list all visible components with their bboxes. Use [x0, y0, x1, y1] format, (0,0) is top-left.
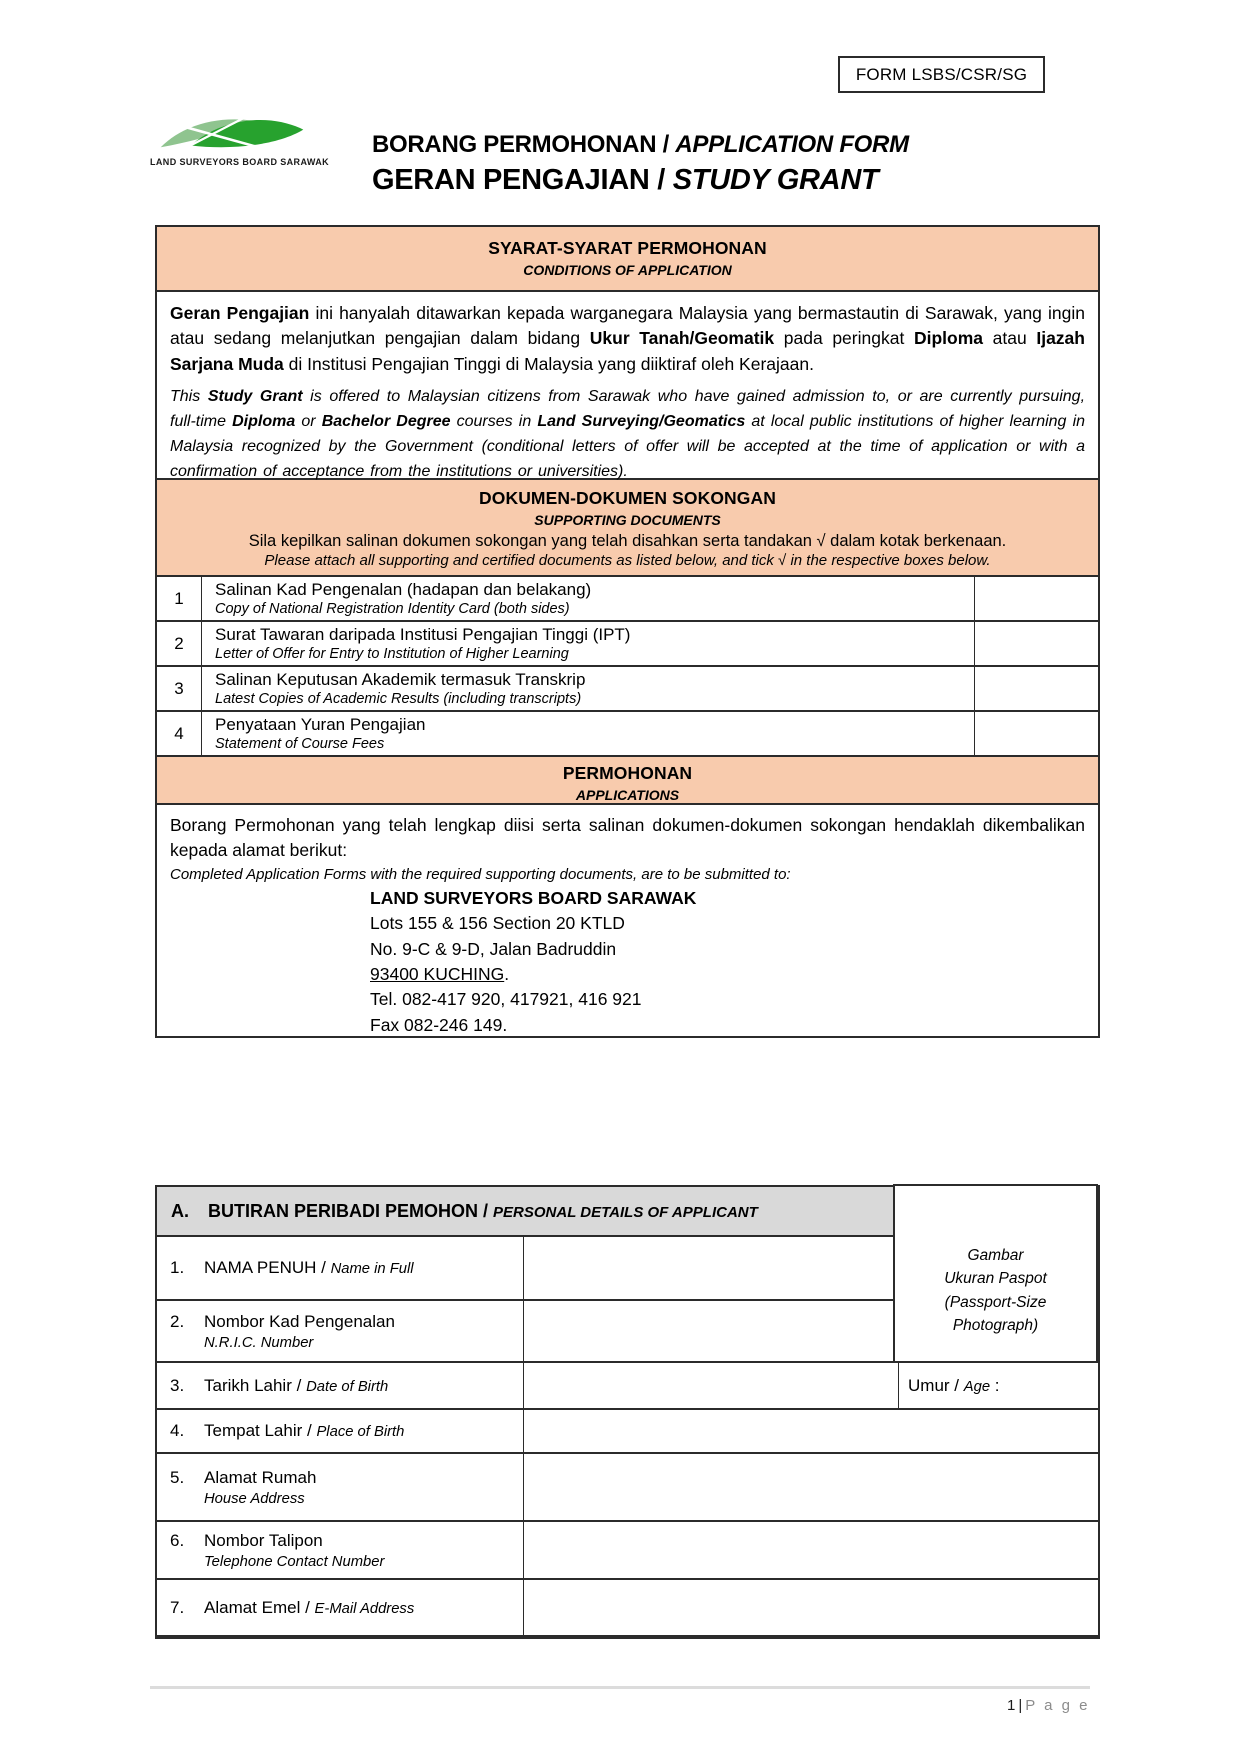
form-title-line1: BORANG PERMOHONAN / APPLICATION FORM	[372, 131, 909, 158]
email-input-cell[interactable]	[524, 1580, 1098, 1635]
field-label-place-of-birth: Tempat Lahir / Place of Birth	[204, 1421, 405, 1440]
tick-box-4[interactable]	[975, 712, 1098, 755]
document-title-ms: Salinan Keputusan Akademik termasuk Transkrip	[215, 670, 586, 689]
section-a-table	[155, 1185, 1100, 1639]
page-number: 1 | P a g e	[1006, 1697, 1090, 1714]
footer-divider	[150, 1686, 1090, 1689]
field-number: 1.	[170, 1258, 185, 1277]
conditions-body	[157, 292, 1098, 480]
form-code-box	[838, 56, 1045, 93]
tick-box-2[interactable]	[975, 622, 1098, 665]
documents-header	[157, 480, 1098, 577]
section-letter: A.	[171, 1200, 189, 1221]
age-label-cell	[899, 1363, 1098, 1408]
address-line2: No. 9-C & 9-D, Jalan Badruddin	[370, 938, 617, 959]
form-title	[372, 131, 909, 197]
field-row-email	[157, 1580, 1098, 1637]
tick-box-3[interactable]	[975, 667, 1098, 710]
conditions-header-ms: SYARAT-SYARAT PERMOHONAN	[488, 238, 767, 258]
field-label-email: Alamat Emel / E-Mail Address	[204, 1597, 415, 1617]
conditions-table	[155, 225, 1100, 1038]
field-label-full-name: NAMA PENUH / Name in Full	[204, 1258, 414, 1277]
age-label: Umur / Age :	[908, 1375, 1000, 1395]
field-sublabel-nric: N.R.I.C. Number	[204, 1334, 314, 1351]
document-title-en: Copy of National Registration Identity Card (both sides)	[215, 601, 570, 617]
conditions-header	[157, 227, 1098, 292]
address-fax: Fax 082-246 149.	[370, 1014, 508, 1035]
documents-header-en: SUPPORTING DOCUMENTS	[534, 512, 721, 528]
applications-paragraph-ms: Borang Permohonan yang telah lengkap diisi serta salinan dokumen-dokumen sokongan hendaklah dikembalikan kepada alamat berikut:	[170, 815, 1085, 861]
date-of-birth-input-cell[interactable]	[524, 1363, 899, 1408]
conditions-header-en: CONDITIONS OF APPLICATION	[523, 262, 732, 278]
field-row-date-of-birth	[157, 1363, 1098, 1410]
form-title-line2: GERAN PENGAJIAN / STUDY GRANT	[372, 164, 879, 196]
field-number: 7.	[170, 1597, 185, 1617]
field-label-house-address: Alamat Rumah	[204, 1467, 317, 1487]
field-label-telephone: Nombor Talipon	[204, 1530, 323, 1550]
document-row-3	[157, 667, 1098, 712]
address-line1: Lots 155 & 156 Section 20 KTLD	[370, 913, 625, 934]
field-number: 6.	[170, 1530, 185, 1550]
document-row-1	[157, 577, 1098, 622]
conditions-paragraph-en: This Study Grant is offered to Malaysian citizens from Sarawak who have gained admission to, or are currently pursuing, full-time Diploma or Bachelor Degree courses in Land Surveying/Geomatics at local public institutions of higher learning in Malaysia recognized by the Government (conditional letters of offer will be accepted at the time of application or with a confirmation of acceptance from the institutions or universities).	[170, 388, 1086, 481]
photo-box-line: Ukuran Paspot	[944, 1270, 1047, 1288]
address-tel: Tel. 082-417 920, 417921, 416 921	[370, 989, 642, 1010]
documents-instruction-en: Please attach all supporting and certified documents as listed below, and tick √ in the respective boxes below.	[264, 552, 991, 569]
section-title: BUTIRAN PERIBADI PEMOHON / PERSONAL DETAILS OF APPLICANT	[208, 1200, 758, 1221]
photo-box-line: Gambar	[967, 1247, 1024, 1264]
document-title-ms: Surat Tawaran daripada Institusi Pengajian Tinggi (IPT)	[215, 625, 631, 644]
document-number: 3	[157, 667, 202, 710]
telephone-input-cell[interactable]	[524, 1522, 1098, 1578]
submission-address	[370, 886, 1085, 1038]
document-row-4	[157, 712, 1098, 757]
applications-body	[157, 805, 1098, 1036]
document-number: 4	[157, 712, 202, 755]
applications-header-ms: PERMOHONAN	[562, 763, 693, 783]
lsbs-logo-icon	[156, 112, 308, 156]
address-city: 93400 KUCHING.	[370, 963, 510, 984]
document-row-2	[157, 622, 1098, 667]
document-title-en: Statement of Course Fees	[215, 736, 385, 752]
photo-box-line: Photograph)	[952, 1316, 1039, 1334]
lsbs-logo	[150, 112, 330, 167]
address-org-name: LAND SURVEYORS BOARD SARAWAK	[370, 887, 697, 908]
document-number: 2	[157, 622, 202, 665]
field-row-telephone	[157, 1522, 1098, 1580]
conditions-paragraph-ms: Geran Pengajian ini hanyalah ditawarkan kepada warganegara Malaysia yang bermastautin di Sarawak, yang ingin atau sedang melanjutkan pengajian dalam bidang Ukur Tanah/Geomatik pada peringkat Diploma atau Ijazah Sarjana Muda di Institusi Pengajian Tinggi di Malaysia yang diiktiraf oleh Kerajaan.	[170, 303, 1085, 374]
document-title-en: Letter of Offer for Entry to Institution of Higher Learning	[215, 646, 569, 662]
field-label-nric: Nombor Kad Pengenalan	[204, 1311, 395, 1331]
form-code-text: FORM LSBS/CSR/SG	[855, 64, 1028, 84]
document-title-en: Latest Copies of Academic Results (including transcripts)	[215, 691, 582, 707]
field-label-date-of-birth: Tarikh Lahir / Date of Birth	[204, 1375, 389, 1395]
document-title-ms: Salinan Kad Pengenalan (hadapan dan belakang)	[215, 580, 592, 599]
document-number: 1	[157, 577, 202, 620]
photo-box-line: (Passport-Size	[944, 1293, 1047, 1311]
place-of-birth-input-cell[interactable]	[524, 1410, 1098, 1452]
field-row-house-address	[157, 1454, 1098, 1522]
documents-header-ms: DOKUMEN-DOKUMEN SOKONGAN	[479, 488, 776, 508]
field-number: 3.	[170, 1375, 185, 1395]
house-address-input-cell[interactable]	[524, 1454, 1098, 1520]
field-sublabel-telephone: Telephone Contact Number	[204, 1553, 385, 1570]
applications-paragraph-en: Completed Application Forms with the required supporting documents, are to be submitted to:	[170, 865, 791, 883]
field-number: 2.	[170, 1311, 185, 1331]
logo-caption: LAND SURVEYORS BOARD SARAWAK	[150, 157, 330, 167]
photo-box	[893, 1184, 1098, 1363]
document-title-ms: Penyataan Yuran Pengajian	[215, 715, 426, 734]
field-number: 5.	[170, 1467, 185, 1487]
field-sublabel-house-address: House Address	[204, 1490, 305, 1507]
field-row-place-of-birth	[157, 1410, 1098, 1454]
applications-header	[157, 757, 1098, 805]
applications-header-en: APPLICATIONS	[575, 787, 680, 803]
documents-instruction-ms: Sila kepilkan salinan dokumen sokongan yang telah disahkan serta tandakan √ dalam kotak berkenaan.	[248, 532, 1007, 550]
field-number: 4.	[170, 1421, 185, 1440]
tick-box-1[interactable]	[975, 577, 1098, 620]
